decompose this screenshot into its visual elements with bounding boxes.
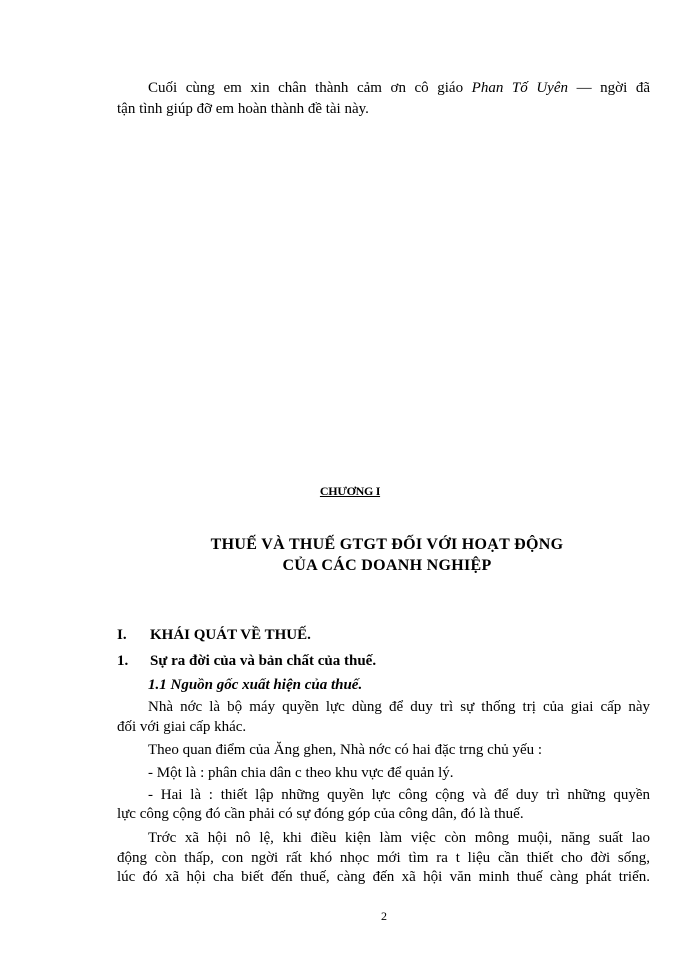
- intro-line-1-prefix: Cuối cùng em xin chân thành cảm ơn cô giáo: [148, 80, 472, 96]
- section-1-title: KHÁI QUÁT VỀ THUẾ.: [150, 627, 311, 643]
- intro-line-1-suffix: — ngời đã: [568, 80, 650, 96]
- subsection-1-number: 1.: [117, 653, 129, 669]
- subsection-1-1-title: 1.1 Nguồn gốc xuất hiện của thuế.: [148, 677, 363, 693]
- paragraph-4-line-1: - Hai là : thiết lập những quyền lực công cộng và để duy trì những quyền: [148, 787, 650, 803]
- subsection-1-title: Sự ra đời của và bản chất của thuế.: [150, 653, 377, 669]
- chapter-label: CHƯƠNG I: [319, 484, 381, 498]
- paragraph-5-line-3: lúc đó xã hội cha biết đến thuế, càng đến xã hội văn minh thuế càng phát triển.: [117, 869, 650, 885]
- paragraph-5-line-2: động còn thấp, con ngời rất khó nhọc mới tìm ra t liệu cần thiết cho đời sống,: [117, 850, 650, 866]
- intro-line-2: tận tình giúp đỡ em hoàn thành đề tài này.: [117, 101, 369, 117]
- section-1-number: I.: [117, 627, 127, 643]
- paragraph-1-line-1: Nhà nớc là bộ máy quyền lực dùng để duy trì sự thống trị của giai cấp này: [148, 699, 650, 715]
- chapter-title-line-2: CỦA CÁC DOANH NGHIỆP: [282, 557, 492, 574]
- paragraph-3-line-1: - Một là : phân chia dân c theo khu vực để quản lý.: [148, 765, 454, 781]
- intro-line-1: [148, 79, 650, 97]
- page-number: 2: [381, 909, 387, 923]
- teacher-name: Phan Tố Uyên: [471, 80, 568, 96]
- paragraph-1-line-2: đối với giai cấp khác.: [117, 719, 247, 735]
- chapter-title-line-1: THUẾ VÀ THUẾ GTGT ĐỐI VỚI HOẠT ĐỘNG: [210, 536, 564, 553]
- paragraph-5-line-1: Trớc xã hội nô lệ, khi điều kiện làm việc còn mông muội, năng suất lao: [148, 830, 650, 846]
- paragraph-2-line-1: Theo quan điểm của Ăng ghen, Nhà nớc có hai đặc trng chủ yếu :: [148, 742, 543, 758]
- paragraph-4-line-2: lực công cộng đó cần phải có sự đóng góp của công dân, đó là thuế.: [117, 806, 524, 822]
